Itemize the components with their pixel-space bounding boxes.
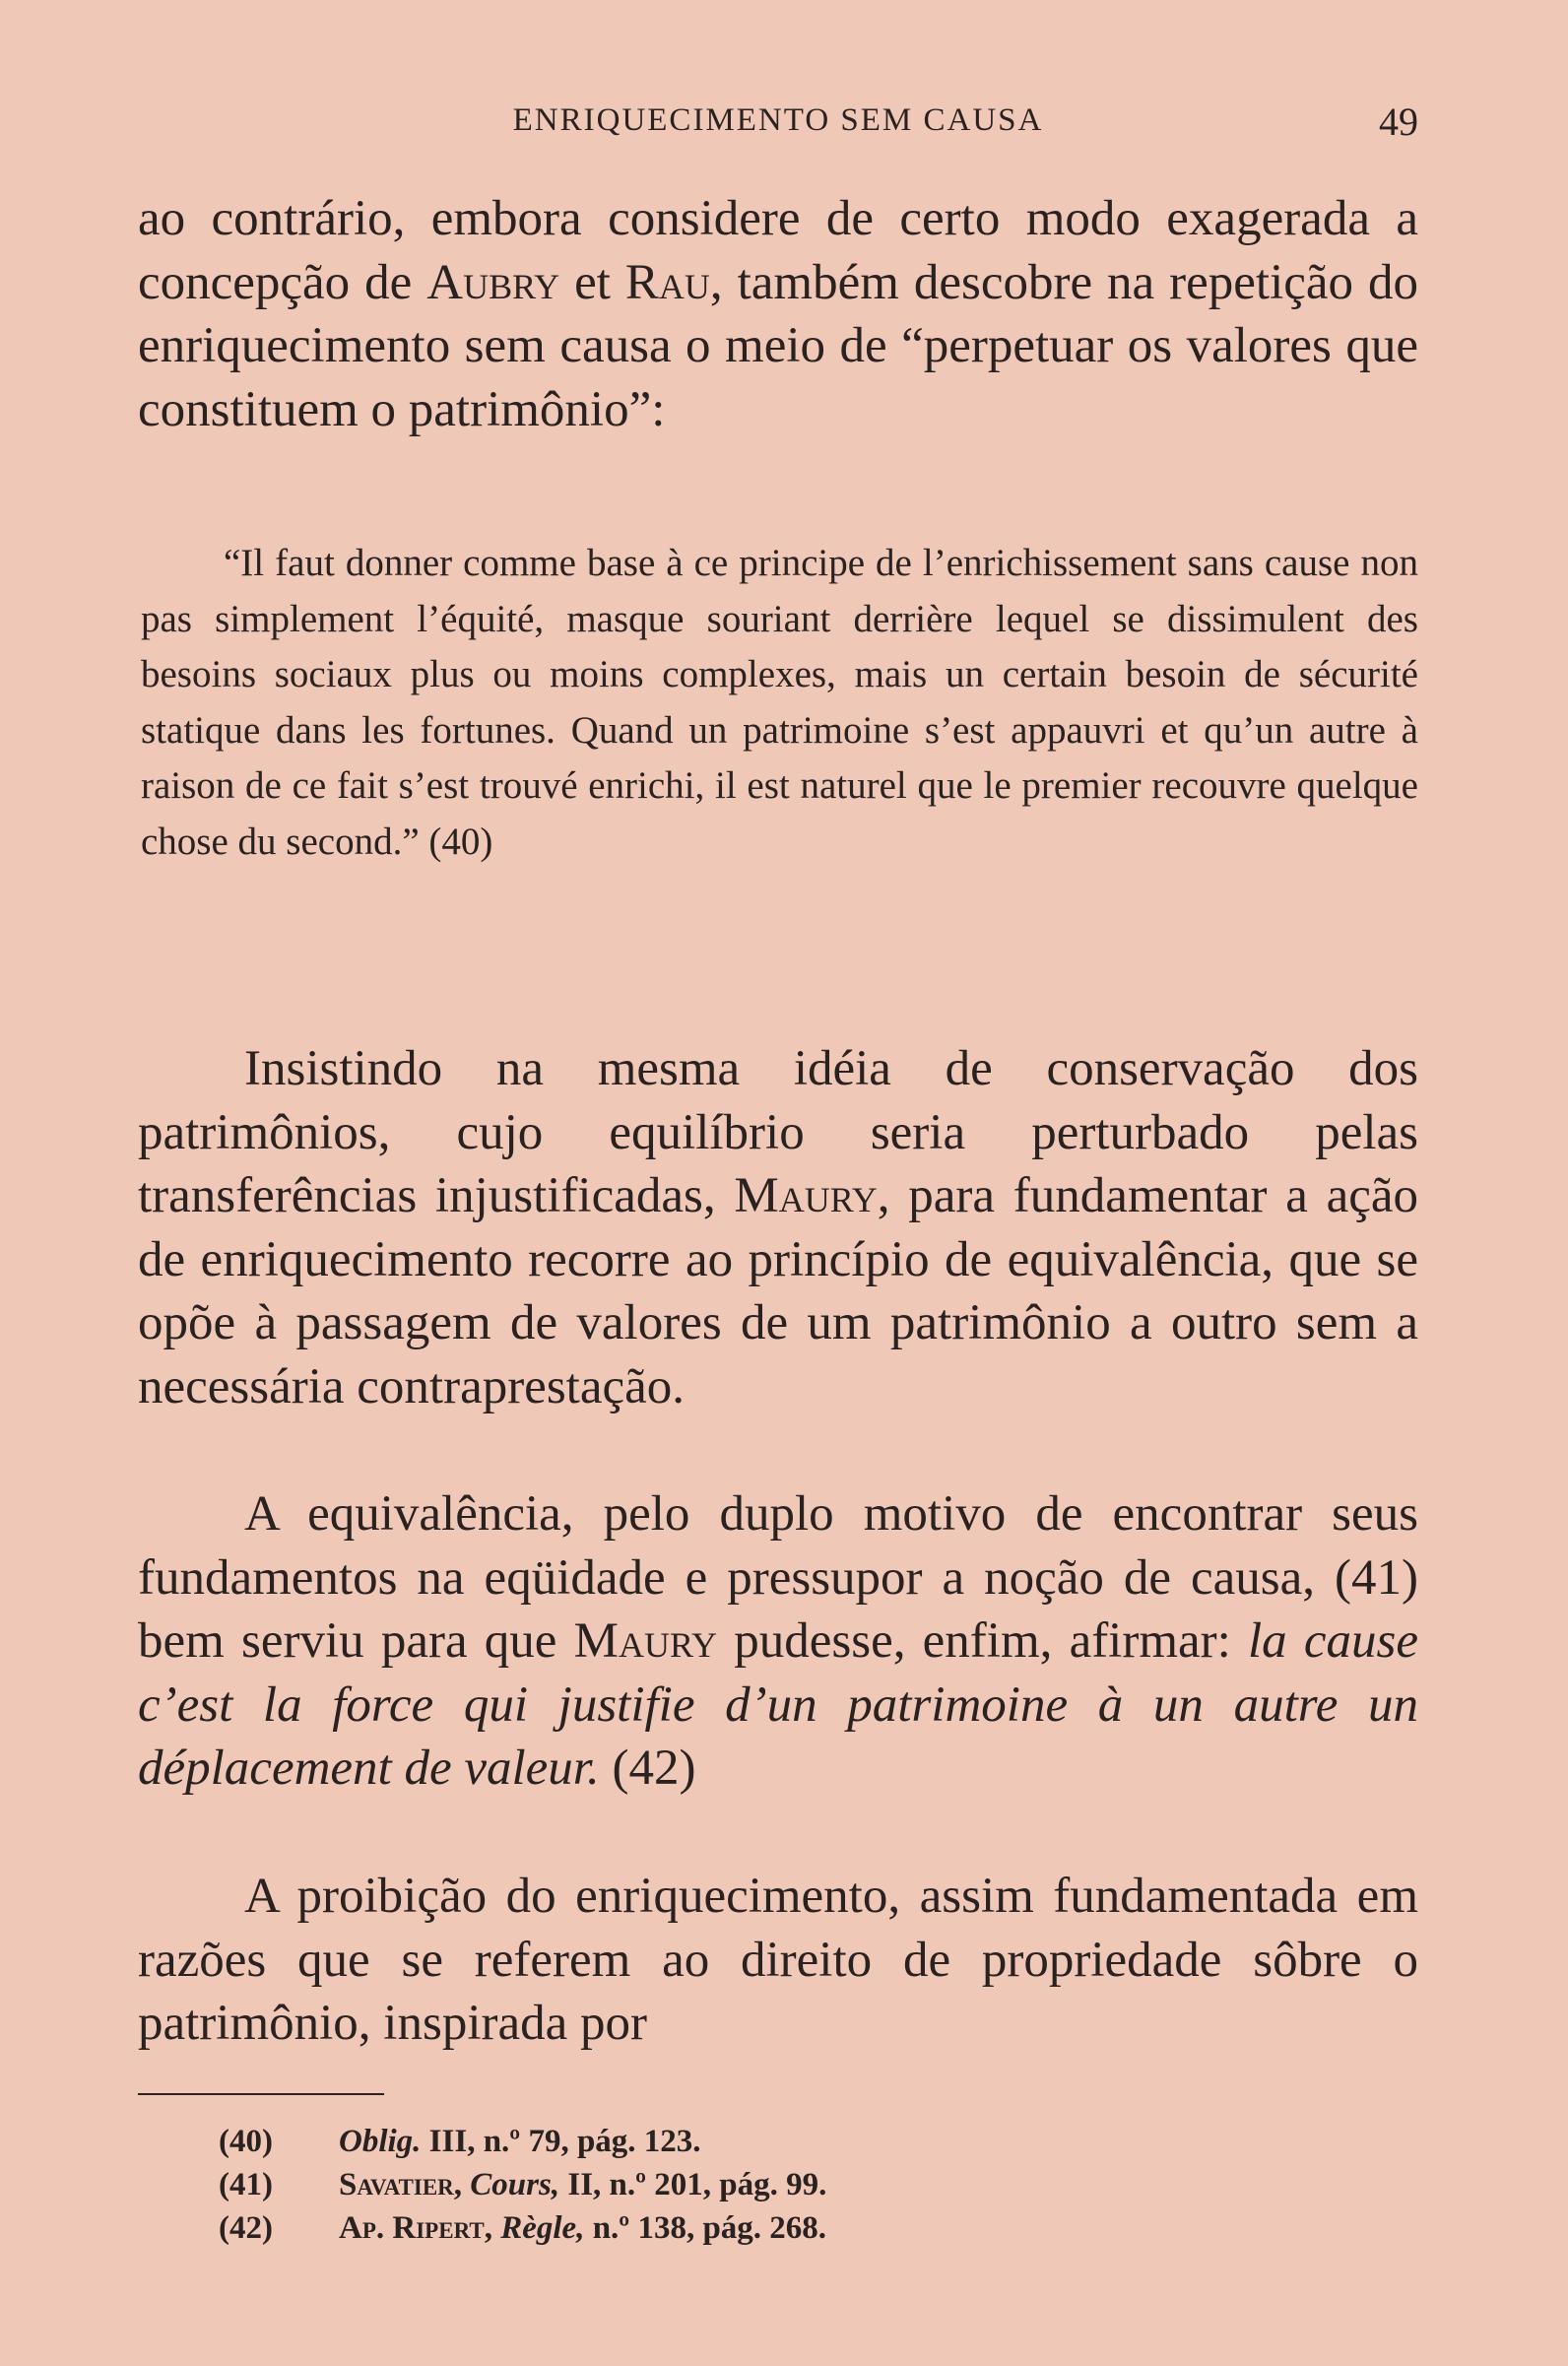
block-quote (141, 536, 1418, 870)
footnote-40 (219, 2120, 1302, 2163)
quote-text: “Il faut donner comme base à ce principe de l’enrichissement sans cause non pas simplement l’équité, masque souriant derrière lequel se dissimulent des besoins sociaux plus ou moins complexes, mais un certain besoin de sécurité statique dans les fortunes. Quand un patrimoine s’est appauvri et qu’un autre à raison de ce fait s’est trouvé enrichi, il est naturel que le premier recouvre quelque chose du second.” (40) (141, 542, 1418, 863)
footnote-author: Ripert (392, 2210, 485, 2246)
para3-text-a: A equivalência, pelo duplo motivo de encontrar seus fundamentos na eqüidade e pressupor a noção de causa, (41) bem serviu para que (138, 1486, 1418, 1670)
running-title: ENRIQUECIMENTO SEM CAUSA (512, 102, 1044, 138)
footnote-41 (219, 2163, 1302, 2206)
footnote-rest: II, n.º 201, pág. 99. (559, 2167, 827, 2202)
footnote-number: (41) (219, 2167, 273, 2202)
footnotes (219, 2120, 1302, 2250)
footnote-sep: , (484, 2210, 501, 2246)
paragraph-3 (138, 1482, 1418, 1801)
paragraph-3-text (138, 1482, 1418, 1801)
footnote-number: (42) (219, 2210, 273, 2246)
author-maury-2: Maury (573, 1613, 718, 1670)
author-aubry: Aubry (426, 254, 560, 310)
paragraph-2 (138, 1037, 1418, 1419)
footnote-text (339, 2163, 1302, 2206)
author-rau: Rau (624, 254, 710, 310)
footnote-number: (40) (219, 2124, 273, 2159)
footnote-text (339, 2120, 1302, 2163)
footnote-rest: n.º 138, pág. 268. (584, 2210, 827, 2246)
footnote-42 (219, 2206, 1302, 2250)
footnote-sep: , (453, 2167, 471, 2202)
paragraph-4 (138, 1865, 1418, 2056)
author-maury: Maury (734, 1168, 878, 1224)
para1-text-c: , também descobre na repetição do enriquecimento sem causa o meio de “perpetuar os valores que constituem o patrimônio”: (138, 254, 1418, 437)
footnote-author: Savatier (339, 2167, 454, 2202)
footnote-rest: III, n.º 79, pág. 123. (421, 2124, 701, 2159)
para2-text-b: , para fundamentar a ação de enriquecimento recorre ao princípio de equivalência, que se opõe à passagem de valores de um patrimônio a outro sem a necessária contraprestação. (138, 1168, 1418, 1414)
footnote-text (339, 2206, 1302, 2250)
para3-text-b: pudesse, enfim, afirmar: (717, 1613, 1248, 1670)
footnote-source: Cours, (470, 2167, 560, 2202)
para3-text-c: (42) (599, 1741, 696, 1797)
para1-text-b: et (559, 254, 625, 310)
italic-quote: la cause c’est la force qui justifie d’un patrimoine à un autre un déplacement de valeur. (138, 1613, 1418, 1797)
footnote-rule (138, 2093, 384, 2095)
paragraph-1-text (138, 187, 1418, 441)
paragraph-1 (138, 187, 1418, 441)
para2-text-a: Insistindo na mesma idéia de conservação dos patrimônios, cujo equilíbrio seria perturbado pelas transferências injustificadas, (138, 1041, 1418, 1224)
paragraph-4-text: A proibição do enriquecimento, assim fundamentada em razões que se referem ao direito de propriedade sôbre o patrimônio, inspirada por (138, 1869, 1418, 2052)
running-head (138, 99, 1418, 148)
footnote-source: Règle, (500, 2210, 585, 2246)
page-number: 49 (1379, 99, 1418, 144)
footnote-prefix: Ap. (339, 2210, 393, 2246)
footnote-source: Oblig. (339, 2124, 422, 2159)
para1-text-a: ao contrário, embora considere de certo modo exagerada a concepção de (138, 191, 1418, 310)
paragraph-2-text (138, 1037, 1418, 1419)
